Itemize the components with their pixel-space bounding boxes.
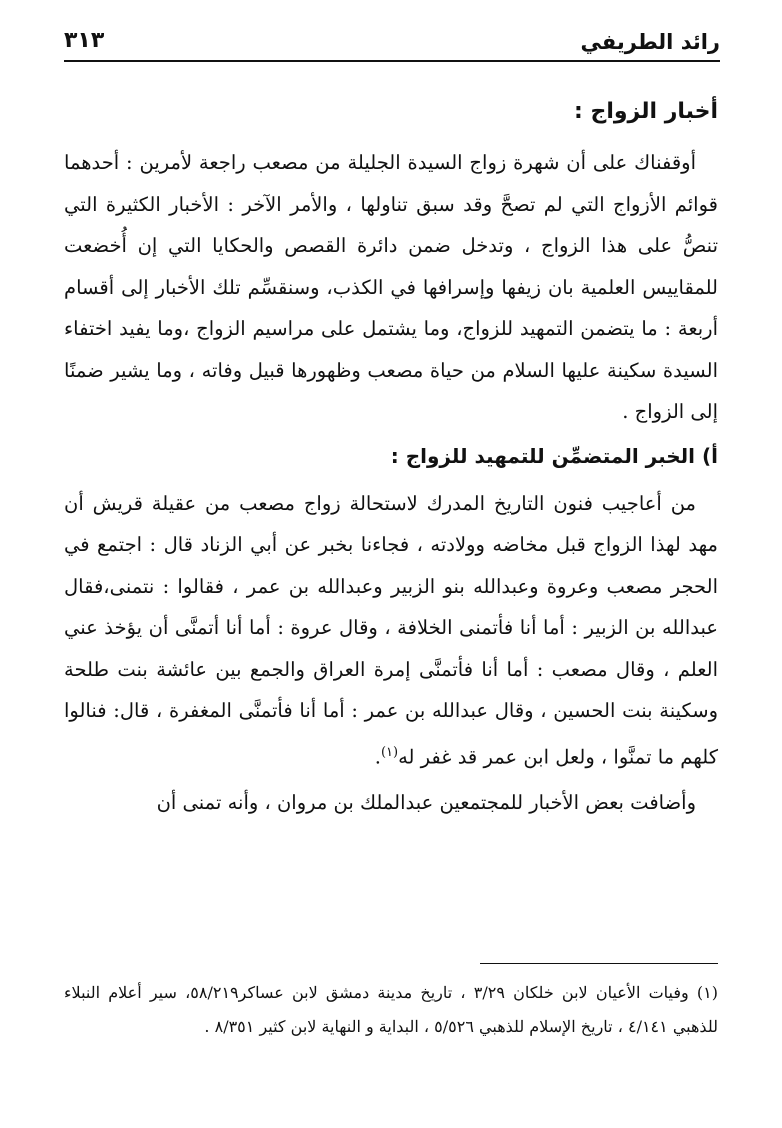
footnote-reference: (١) <box>380 744 399 760</box>
subsection-paragraph-text: من أعاجيب فنون التاريخ المدرك لاستحالة زواج مصعب من عقيلة قريش أن مهد لهذا الزواج قبل مخاضه وولادته ، فجاءنا بخبر عن أبي الزناد قال : اجتمع في الحجر مصعب وعروة وعبدالله بنو الزبير وعبدالله بن عمر ، فقالوا : نتمنى،فقال عبدالله بن الزبير : أما أنا فأتمنى الخلافة ، وقال عروة : أما أنا أتمنَّى أن يؤخذ عني العلم ، وقال مصعب : أما أنا فأتمنَّى إمرة العراق والجمع بين عائشة بنت طلحة وسكينة بنت الحسين ، وقال عبدالله بن عمر : أما أنا فأتمنَّى المغفرة ، قال: فنالوا كلهم ما تمنَّوا ، ولعل ابن عمر قد غفر له <box>64 491 718 768</box>
continuing-paragraph: وأضافت بعض الأخبار للمجتمعين عبدالملك بن مروان ، وأنه تمنى أن <box>156 790 696 814</box>
section-heading: أخبار الزواج : <box>574 99 718 124</box>
section-paragraph: أوقفناك على أن شهرة زواج السيدة الجليلة من مصعب راجعة لأمرين : أحدهما قوائم الأزواج التي لم تصحَّ وقد سبق تناولها ، والأمر الآخر : الأخبار الكثيرة التي تنصُّ على هذا الزواج ، وتدخل ضمن دائرة القصص والحكايا التي إن أُخضعت للمقاييس العلمية بان زيفها وإسرافها في الكذب، وسنقسِّم تلك الأخبار إلى أقسام أربعة : ما يتضمن التمهيد للزواج، وما يشتمل على مراسيم الزواج ،وما يفيد اختفاء السيدة سكينة عليها السلام من حياة مصعب وظهورها قبيل وفاته ، وما يشير ضمنًا إلى الزواج . <box>64 151 718 423</box>
subsection-paragraph <box>64 483 718 778</box>
running-header <box>64 20 720 62</box>
page-number: ٣١٣ <box>64 28 105 53</box>
subsection-paragraph-end: . <box>374 745 381 768</box>
running-header-title: رائد الطريفي <box>580 30 720 54</box>
main-text <box>64 90 718 823</box>
subsection-heading: أ) الخبر المتضمِّن للتمهيد للزواج : <box>390 443 718 468</box>
footnote-divider <box>480 963 718 964</box>
footnote-text: (١) وفيات الأعيان لابن خلكان ٣/٢٩ ، تاريخ مدينة دمشق لابن عساكر٥٨/٢١٩، سير أعلام النبلاء للذهبي ٤/١٤١ ، تاريخ الإسلام للذهبي ٥/٥٢٦ ، البداية و النهاية لابن كثير ٨/٣٥١ . <box>64 983 718 1036</box>
